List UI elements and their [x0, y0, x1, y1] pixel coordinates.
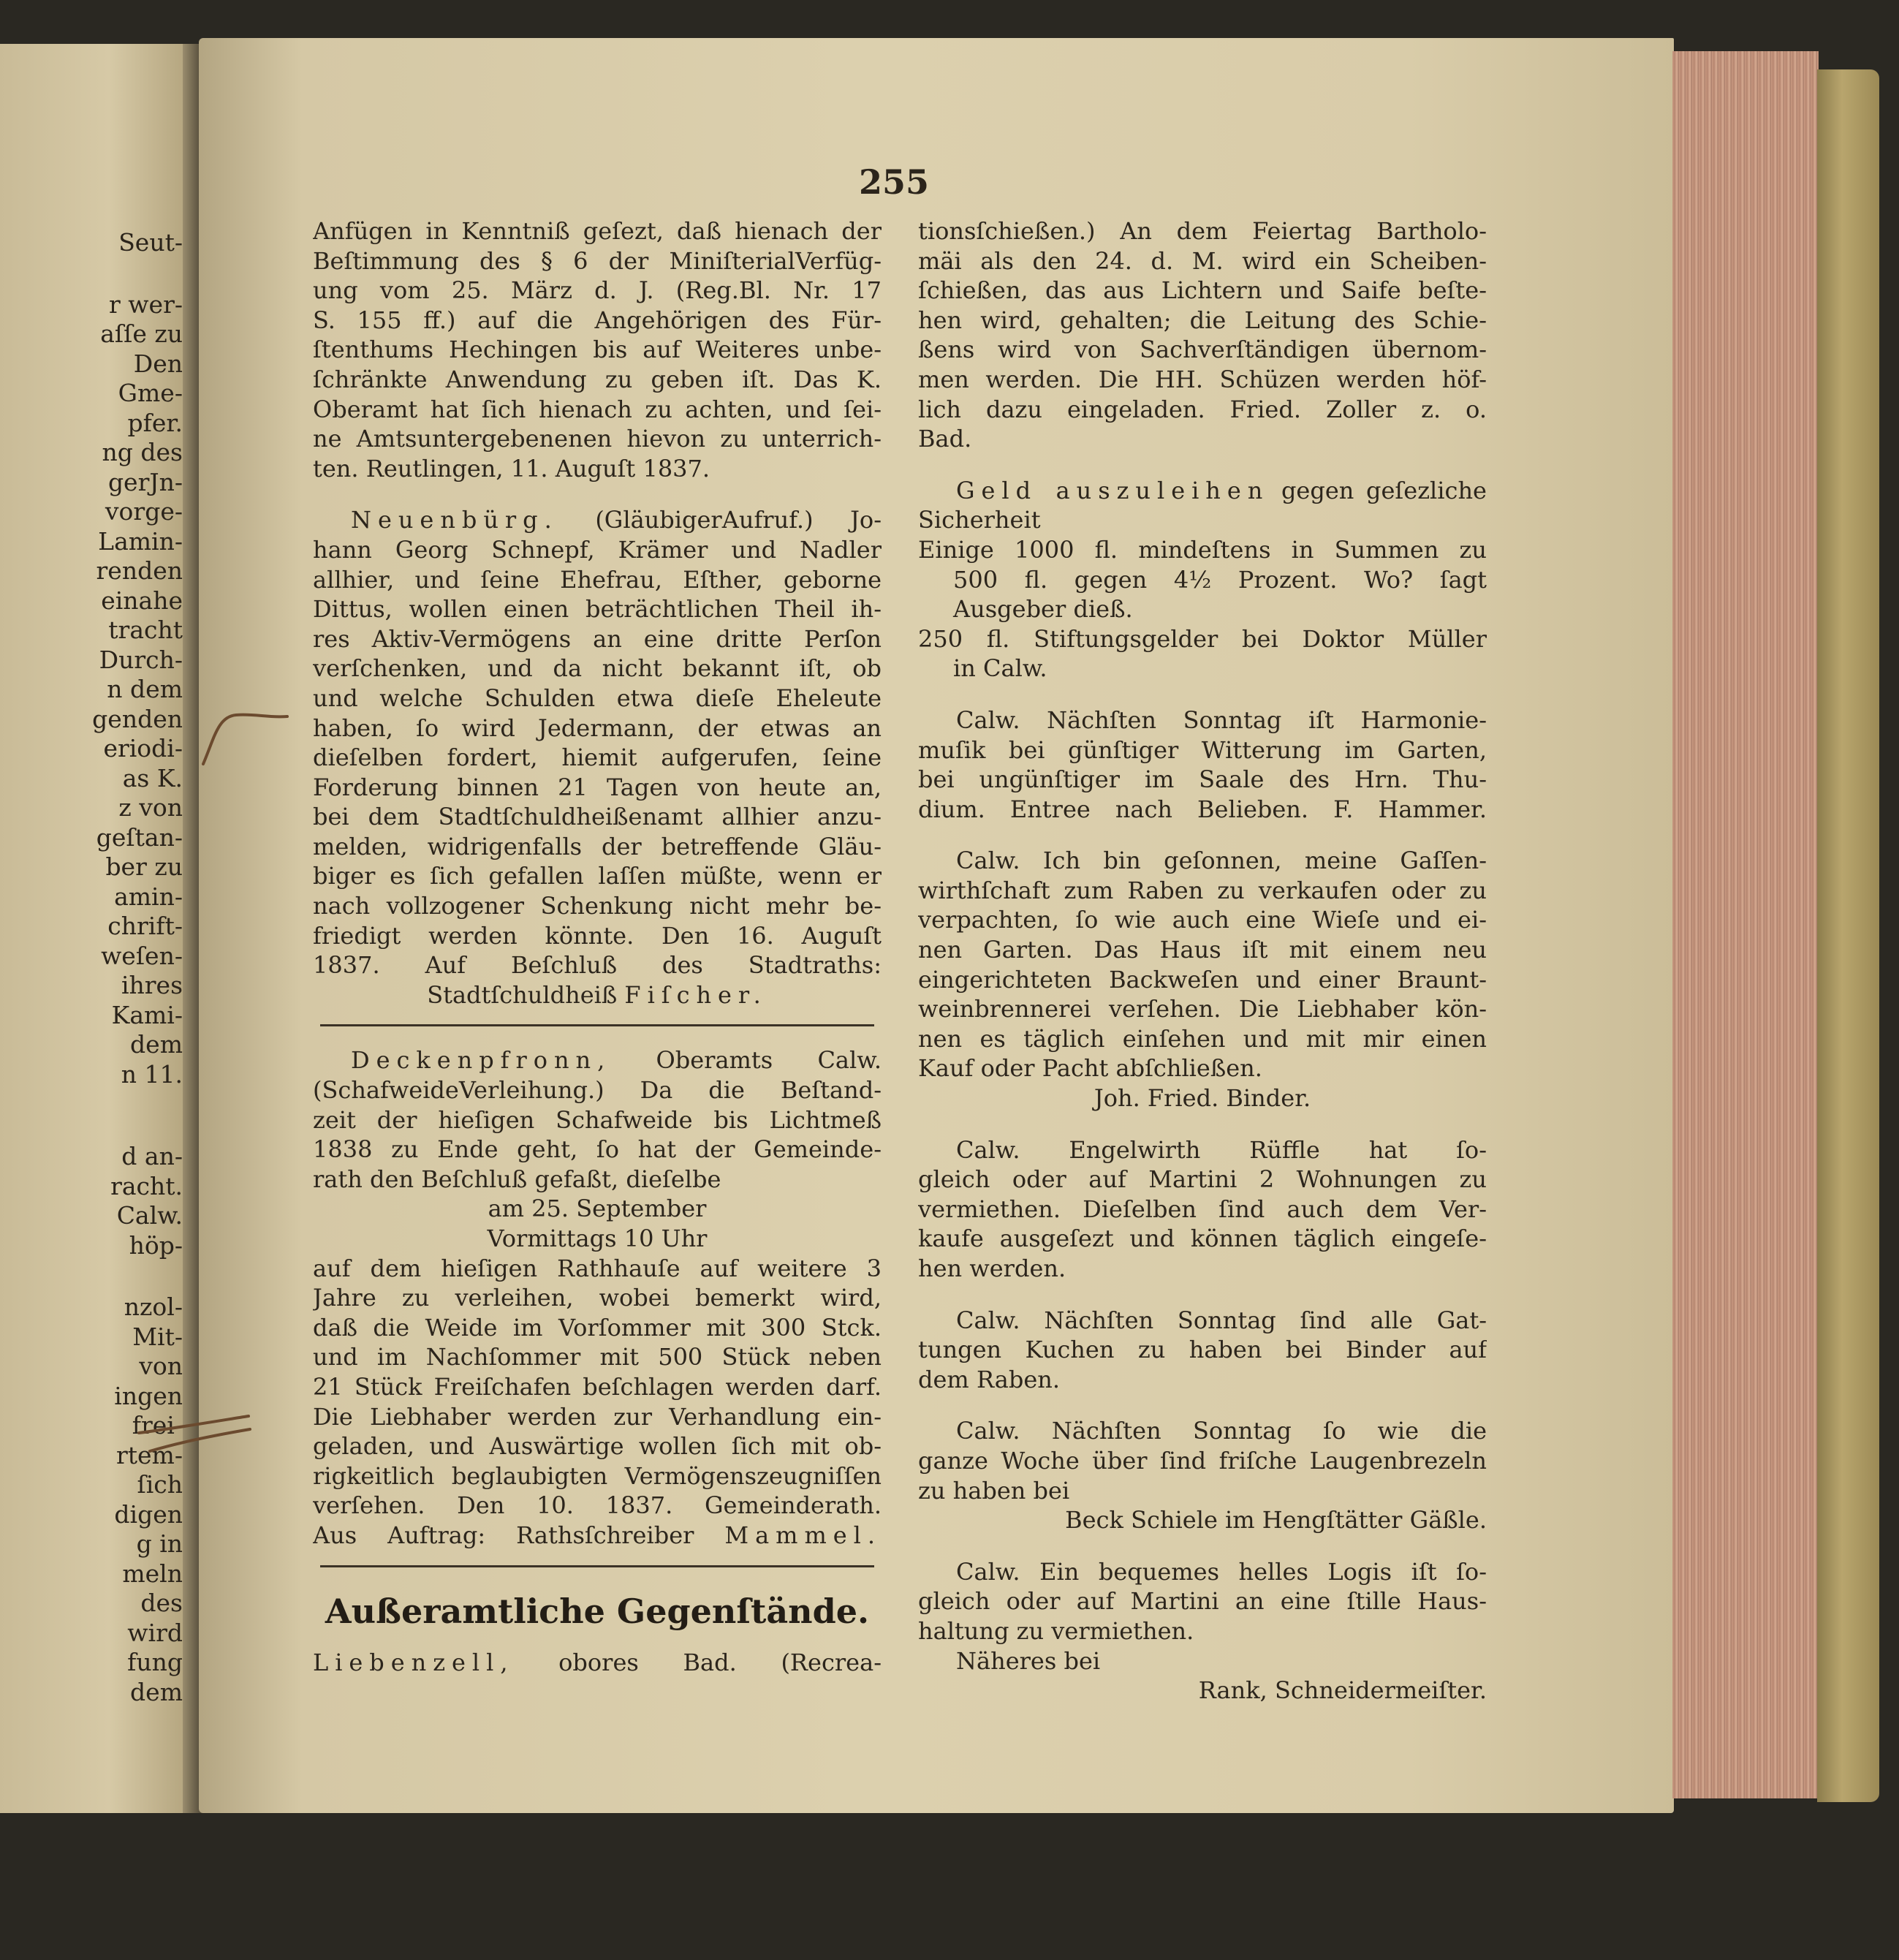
- text-line: nach vollzogener Schenkung nicht mehr be-: [313, 892, 882, 920]
- text-line: rath den Beſchluß gefaßt, dieſelbe: [313, 1165, 721, 1193]
- pen-mark-upper: [196, 695, 291, 775]
- text-line: hen wird, gehalten; die Leitung des Schie-: [918, 306, 1487, 334]
- signature-line: Joh. Fried. Binder.: [1093, 1084, 1311, 1113]
- signature-line: Rank, Schneidermeiſter.: [1198, 1676, 1487, 1705]
- text-line: Kauf oder Pacht abſchließen.: [918, 1054, 1262, 1083]
- margin-fragment: rtem-: [115, 1440, 183, 1469]
- text-line: S. 155 ff.) auf die Angehörigen des Für-: [313, 306, 882, 334]
- text-line: ßens wird von Sachverſtändigen übernom-: [918, 336, 1487, 364]
- margin-fragment: des: [140, 1589, 183, 1617]
- margin-fragment: r wer-: [109, 290, 183, 319]
- margin-fragment: ingen: [114, 1381, 183, 1410]
- text-line: ung vom 25. März d. J. (Reg.Bl. Nr. 17: [313, 276, 882, 305]
- margin-fragment: ber zu: [105, 852, 183, 881]
- announcement-schiessen: [918, 216, 1487, 454]
- signature-name: Mammel.: [724, 1521, 882, 1549]
- text-line: kaufe ausgeſezt und können täglich eingeſe-: [918, 1225, 1487, 1253]
- margin-fragment: z von: [118, 793, 183, 822]
- margin-fragment: von: [139, 1352, 183, 1380]
- text-line: Bad.: [918, 425, 972, 453]
- announcement-laugenbrezeln: [918, 1416, 1487, 1535]
- left-page-margin-text: [0, 0, 199, 1814]
- text-span: (GläubigerAufruf.) Jo-: [595, 506, 882, 534]
- text-span: Oberamts Calw.: [656, 1046, 882, 1075]
- text-line: 1837. Auf Beſchluß des Stadtraths:: [313, 951, 882, 980]
- text-line: Beſtimmung des § 6 der MiniſterialVerfüg-: [313, 246, 882, 275]
- text-line: gleich oder auf Martini 2 Wohnungen zu: [918, 1165, 1487, 1194]
- text-line: Die Liebhaber werden zur Verhandlung ein-: [313, 1402, 882, 1431]
- text-line: Dittus, wollen einen beträchtlichen Theil ih-: [313, 595, 882, 624]
- margin-fragment: d an-: [121, 1142, 183, 1170]
- signature-line: [313, 1521, 882, 1551]
- margin-fragment: Calw.: [116, 1201, 183, 1230]
- margin-fragment: gerJn-: [107, 467, 183, 496]
- margin-fragment: nzol-: [124, 1293, 183, 1321]
- text-line: zu haben bei: [918, 1476, 1070, 1505]
- text-line: Jahre zu verleihen, wobei bemerkt wird,: [313, 1284, 882, 1312]
- text-line: gleich oder auf Martini an eine ſtille Haus-: [918, 1587, 1487, 1616]
- text-line: 500 fl. gegen 4½ Prozent. Wo? ſagt: [953, 565, 1487, 594]
- text-line: Calw. Nächſten Sonntag ſind alle Gat-: [956, 1306, 1487, 1334]
- margin-fragment: chrift-: [107, 912, 183, 940]
- text-line: Einige 1000 fl. mindeſtens in Summen zu: [918, 535, 1487, 564]
- text-line: ganze Woche über ſind friſche Laugenbrezeln: [918, 1446, 1487, 1475]
- text-line: hen werden.: [918, 1255, 1066, 1282]
- text-line: Ausgeber dieß.: [953, 595, 1133, 624]
- margin-fragment: dem: [130, 1677, 183, 1706]
- ad-heading: Geld auszuleihen: [956, 476, 1270, 504]
- text-line: und im Nachſommer mit 500 Stück neben: [313, 1343, 882, 1371]
- text-line: ſtenthums Hechingen bis auf Weiteres unbe-: [313, 336, 882, 364]
- margin-fragment: meln: [122, 1559, 183, 1588]
- text-line: verſchenken, und da nicht bekannt iſt, ob: [313, 654, 882, 683]
- text-line: verpachten, ſo wie auch eine Wieſe und ei-: [918, 906, 1487, 934]
- text-span: Stadtſchuldheiß: [427, 980, 618, 1009]
- book-cover-edge: [1817, 69, 1879, 1802]
- margin-fragment: weſen-: [101, 941, 183, 970]
- margin-fragment: Lamin-: [98, 526, 183, 556]
- text-line: rigkeitlich beglaubigten Vermögenszeugniſſen: [313, 1461, 882, 1490]
- text-line: vermiethen. Dieſelben ſind auch dem Ver-: [918, 1195, 1487, 1223]
- text-line: in Calw.: [953, 654, 1047, 683]
- margin-fragment: pfer.: [127, 408, 183, 437]
- text-line: lich dazu eingeladen. Fried. Zoller z. o.: [918, 395, 1487, 423]
- text-line: mäi als den 24. d. M. wird ein Scheiben-: [918, 246, 1487, 275]
- text-line: dieſelben fordert, hiemit aufgerufen, ſeine: [313, 743, 882, 772]
- announcement-kuchen: [918, 1306, 1487, 1395]
- page-number: 255: [859, 162, 930, 202]
- margin-fragment: wird: [127, 1618, 183, 1647]
- text-line: Calw. Nächſten Sonntag ſo wie die: [956, 1417, 1487, 1445]
- text-line: [313, 505, 882, 535]
- margin-fragment: ihres: [121, 971, 183, 999]
- text-line: 250 fl. Stiftungsgelder bei Doktor Müller: [918, 624, 1487, 653]
- announcement-harmoniemusik: [918, 705, 1487, 824]
- text-line: Anfügen in Kenntniß geſezt, daß hienach der: [313, 217, 882, 245]
- text-line: zeit der hieſigen Schafweide bis Lichtmeß: [313, 1105, 882, 1134]
- margin-fragment: n 11.: [121, 1059, 183, 1089]
- text-line: ten. Reutlingen, 11. Auguſt 1837.: [313, 454, 710, 483]
- text-line: dium. Entree nach Belieben. F. Hammer.: [918, 795, 1487, 823]
- text-line: wirthſchaft zum Raben zu verkaufen oder zu: [918, 876, 1487, 904]
- margin-fragment: n dem: [107, 675, 183, 703]
- separator-rule: [320, 1024, 874, 1026]
- text-line: [918, 476, 1487, 506]
- margin-fragment: dem: [130, 1030, 183, 1059]
- text-line: geladen, und Auswärtige wollen ſich mit ob-: [313, 1432, 882, 1461]
- text-line: nen es täglich einſehen und mit mir einen: [918, 1024, 1487, 1053]
- announcement-wohnungen: [918, 1135, 1487, 1284]
- announcement-reutlingen: [313, 216, 882, 483]
- margin-fragment: Gme-: [118, 379, 183, 407]
- margin-fragment: ng des: [102, 438, 183, 466]
- text-line: Calw. Ich bin geſonnen, meine Gaſſen-: [956, 847, 1487, 875]
- text-line: dem Raben.: [918, 1365, 1061, 1393]
- text-line: res Aktiv-Vermögens an eine dritte Perſon: [313, 624, 882, 653]
- text-line: men werden. Die HH. Schüzen werden höf-: [918, 365, 1487, 393]
- text-line: verſehen. Den 10. 1837. Gemeinderath.: [313, 1491, 882, 1520]
- text-line: Forderung binnen 21 Tagen von heute an,: [313, 773, 882, 801]
- signature-line: Beck Schiele im Hengſtätter Gäßle.: [1065, 1506, 1487, 1535]
- text-line: [313, 1045, 882, 1075]
- text-line: 1838 zu Ende geht, ſo hat der Gemeinde-: [313, 1135, 882, 1164]
- text-line: ſchießen, das aus Lichtern und Saife beſte-: [918, 276, 1487, 305]
- margin-fragment: tracht: [108, 616, 183, 644]
- signature-name: Fiſcher.: [624, 980, 767, 1009]
- text-line: allhier, und ſeine Ehefrau, Eſther, geborne: [313, 565, 882, 594]
- margin-fragment: as K.: [122, 763, 183, 792]
- text-line: haben, ſo wird Jedermann, der etwas an: [313, 714, 882, 742]
- margin-fragment: Durch-: [99, 645, 183, 674]
- margin-fragment: höp-: [129, 1230, 183, 1260]
- text-line: Calw. Engelwirth Rüffle hat ſo-: [956, 1135, 1487, 1164]
- text-line: muſik bei günſtiger Witterung im Garten,: [918, 735, 1487, 764]
- place-name: Deckenpfronn,: [351, 1046, 612, 1075]
- margin-fragment: einahe: [101, 586, 183, 615]
- announcement-geld: [918, 476, 1487, 684]
- text-line: auf dem hieſigen Rathhauſe auf weitere 3: [313, 1254, 882, 1282]
- text-line: daß die Weide im Vorſommer mit 300 Stck.: [313, 1313, 882, 1342]
- time-line: Vormittags 10 Uhr: [487, 1225, 708, 1252]
- left-column: [313, 216, 882, 1677]
- margin-fragment: amin-: [114, 882, 183, 911]
- announcement-neuenbuerg: [313, 505, 882, 1010]
- margin-fragment: renden: [96, 556, 183, 585]
- text-line: tionsſchießen.) An dem Feiertag Bartholo-: [918, 217, 1487, 245]
- margin-fragment: genden: [92, 704, 183, 733]
- page-edges: [1672, 51, 1819, 1798]
- margin-fragment: racht.: [110, 1171, 183, 1200]
- margin-fragment: frei-: [132, 1411, 183, 1439]
- text-line: nen Garten. Das Haus iſt mit einem neu: [918, 936, 1487, 964]
- text-line: Oberamt hat ſich hienach zu achten, und ſei-: [313, 395, 882, 423]
- text-line: weinbrennerei verſehen. Die Liebhaber kön-: [918, 995, 1487, 1023]
- text-line: Calw. Nächſten Sonntag iſt Harmonie-: [956, 705, 1487, 734]
- place-name: Neuenbürg.: [351, 506, 558, 534]
- text-line: hann Georg Schnepf, Krämer und Nadler: [313, 535, 882, 564]
- announcement-logis: [918, 1557, 1487, 1706]
- margin-fragment: g in: [136, 1529, 183, 1558]
- margin-fragment: fung: [127, 1648, 183, 1676]
- right-column: [918, 216, 1487, 1706]
- announcement-deckenpfronn: [313, 1045, 882, 1550]
- margin-fragment: vorge-: [105, 497, 183, 526]
- date-line: am 25. September: [488, 1195, 707, 1223]
- text-line: Calw. Ein bequemes helles Logis iſt ſo-: [956, 1557, 1487, 1586]
- margin-fragment: Den: [133, 349, 183, 378]
- pen-mark-lower: [132, 1400, 256, 1458]
- text-line: [313, 1648, 882, 1678]
- announcement-gassenwirthschaft: [918, 846, 1487, 1113]
- text-line: melden, widrigenfalls der betreffende Gläu-: [313, 832, 882, 860]
- section-heading: Außeramtliche Gegenſtände.: [325, 1591, 870, 1631]
- margin-fragment: geſtan-: [96, 822, 183, 852]
- text-span: Aus Auftrag: Rathsſchreiber: [313, 1521, 694, 1549]
- text-line: haltung zu vermiethen.: [918, 1616, 1194, 1645]
- margin-fragment: Mit-: [132, 1322, 183, 1351]
- text-line: ne Amtsuntergebenenen hievon zu unterrich-: [313, 425, 882, 453]
- margin-fragment: digen: [114, 1499, 183, 1529]
- text-span: obores Bad. (Recrea-: [558, 1648, 882, 1676]
- text-line: bei ungünſtiger im Saale des Hrn. Thu-: [918, 765, 1487, 794]
- margin-fragment: Kami-: [111, 1000, 183, 1029]
- margin-fragment: aſſe zu: [100, 319, 183, 348]
- text-line: und welche Schulden etwa dieſe Eheleute: [313, 684, 882, 712]
- text-span: gegen geſezliche: [1281, 476, 1487, 504]
- text-line: biger es ſich gefallen laſſen müßte, wenn er: [313, 862, 882, 890]
- signature-line: [313, 980, 882, 1010]
- margin-fragment: ſich: [137, 1470, 183, 1499]
- text-line: bei dem Stadtſchuldheißenamt allhier anzu-: [313, 803, 882, 831]
- place-name: Liebenzell,: [313, 1648, 515, 1676]
- text-line: friedigt werden könnte. Den 16. Auguſt: [313, 921, 882, 950]
- text-line: ſchränkte Anwendung zu geben iſt. Das K.: [313, 365, 882, 393]
- text-line: (SchafweideVerleihung.) Da die Beſtand-: [313, 1076, 882, 1105]
- separator-rule: [320, 1565, 874, 1567]
- margin-fragment: Seut-: [118, 228, 183, 257]
- text-line: Näheres bei: [956, 1646, 1101, 1675]
- text-line: eingerichteten Backweſen und einer Braunt-: [918, 965, 1487, 994]
- text-line: tungen Kuchen zu haben bei Binder auf: [918, 1336, 1487, 1364]
- text-line: Sicherheit: [918, 506, 1041, 534]
- margin-fragment: eriodi-: [103, 734, 183, 763]
- text-line: 21 Stück Freiſchafen beſchlagen werden darf.: [313, 1372, 882, 1401]
